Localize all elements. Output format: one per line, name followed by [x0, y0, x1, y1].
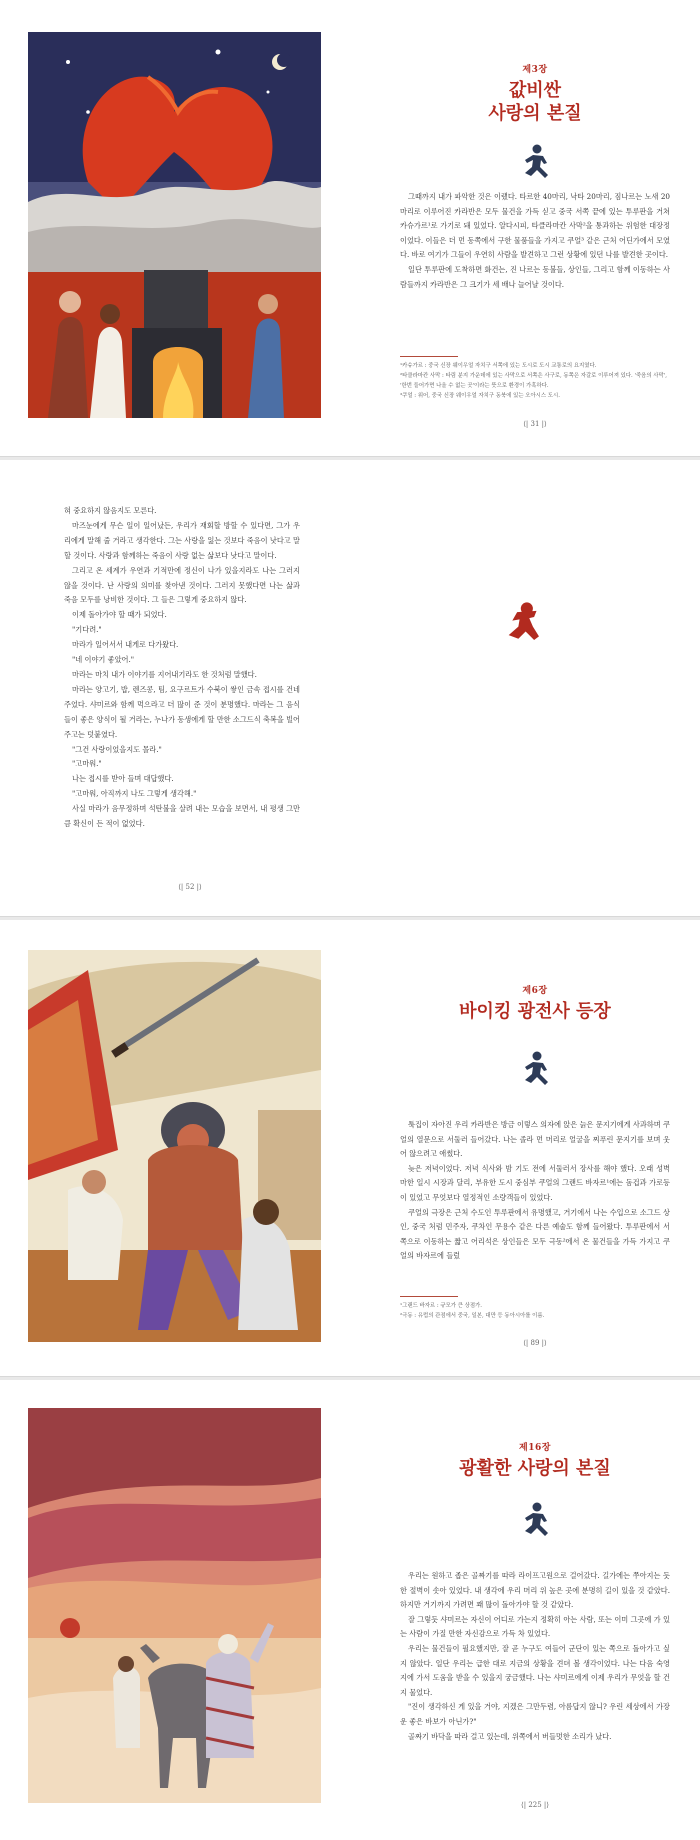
footnotes — [400, 1301, 670, 1321]
paragraph: 나는 접시를 받아 들며 대답했다. — [72, 774, 174, 784]
spread-chapter-6 — [0, 920, 700, 1377]
chapter-title: 바이킹 광전사 등장 — [459, 1001, 611, 1022]
paragraph: 우리는 원하고 좁은 골짜기를 따라 라이프고원으로 걸어갔다. 길가에는 쭈아지는 듯한 절벽이 솟아 있었다. 내 생각에 우리 머리 위 높은 곳에 분명히 길이 있을 것 같았다. 하지만 거기까지 가려면 꽤 많이 돌아가야 할 것 같았다. — [400, 1571, 670, 1610]
footnote: ³쿠얼 : 위어, 중국 신장 웨이우얼 자치구 동북에 있는 오아시스 도시. — [400, 393, 560, 399]
paragraph: 툭집이 자아진 우리 카라반은 방금 이렇스 의자에 앉은 늙은 문지기에게 사과하며 쿠얼의 열문으로 서둘러 들어갔다. 나는 졸라 먼 머리로 얼굴을 찌푸린 문지기를 보며 웃어 않으려고 애썼다. — [400, 1120, 670, 1159]
footnote: ¹그랜드 바자르 : 규모가 큰 상점가. — [400, 1303, 482, 1309]
running-figure-icon — [517, 1050, 553, 1088]
paragraph: 늦은 저녁이었다. 저녁 식사와 밤 기도 전에 서둘러서 장사를 해야 했다. 오래 성벽 마한 일시 시장과 달리, 부유한 도시 중심부 쿠얼의 그랜드 바자르¹에는 돔겁과 가로등이 있었고 무엇보다 열정적인 소량객들이 있었다. — [400, 1163, 670, 1202]
chapter-number: 제3장 — [522, 65, 548, 75]
paragraph: "고마워, 아직까지 나도 그렇게 생각해." — [72, 789, 197, 799]
paragraph: 일단 투루판에 도착하면 화건는, 진 나르는 동불들, 상인들, 그리고 함께 이동하는 사람들까지 카라반은 그 크기가 세 배나 늘어날 것이다. — [400, 264, 670, 289]
running-figure-icon — [500, 600, 544, 646]
page-number-value: 52 — [185, 883, 195, 891]
paragraph: "진이 생각하신 게 있을 거야, 지겠은 그만두렴, 아름답지 않니? 우린 세상에서 가장 운 좋은 바보가 아닌가?" — [400, 1702, 670, 1726]
paragraph: "그건 사랑이었을지도 몰라." — [72, 744, 162, 754]
body-text — [400, 1118, 670, 1264]
page-number: ⟨| 52 |⟩ — [178, 883, 202, 891]
paragraph: 사실 마라가 음무정하며 석탄불을 살려 내는 모습을 보면서, 내 평생 그만큼 확신이 든 적이 없었다. — [64, 804, 300, 829]
footnote-rule — [400, 356, 458, 357]
page-number: ⟨| 31 |⟩ — [523, 420, 547, 428]
body-text — [400, 1569, 670, 1744]
footnote: ²타클라마칸 사막 : 타림 분지 가운데에 있는 사막으로 서쪽은 사구로, 동쪽은 자갈로 이루어져 있다. '죽음의 사막', '한번 들어가면 나올 수 없는 곳'이라는 뜻으로 환경이 가혹하다. — [400, 373, 667, 389]
footnote: ¹카슈가르 : 중국 신장 웨이우얼 자치구 서쪽에 있는 도시로 도시 교통로의 요지였다. — [400, 363, 597, 369]
paragraph: 그리고 온 세계가 우연과 기적만에 정신이 나가 있을지라도 나는 그러지 않을 것이다. 난 사랑의 의미를 찾아낸 것이다. 그러지 못했다면 나는 삶과 죽음 모두를 낭비한 것이다. 그 들은 그렇게 중요하지 않다. — [64, 565, 300, 605]
paragraph: 이제 돌아가야 할 때가 되었다. — [72, 610, 167, 620]
paragraph: 골짜기 바닥을 따라 걸고 있는데, 위쪽에서 버들멋한 소리가 났다. — [408, 1731, 612, 1741]
chapter-title: 광활한 사랑의 본질 — [459, 1458, 611, 1479]
page-number-value: 31 — [530, 420, 540, 428]
paragraph: "고마워." — [72, 759, 102, 769]
chapter-title-line-2: 사랑의 본질 — [488, 103, 582, 124]
footnote: ²극동 : 유럽의 관점에서 중국, 일본, 대만 등 동아시아를 이름. — [400, 1313, 545, 1319]
body-text — [400, 190, 670, 292]
paragraph: 잘 그렇듯 샤미르는 자신이 어디로 가는지 정확히 아는 사람, 또는 이미 그곳에 가 있는 사람이 가질 만한 자신감으로 가득 차 있었다. — [400, 1614, 670, 1639]
page-number-value: 89 — [530, 1339, 540, 1347]
chapter-title — [400, 79, 670, 125]
paragraph: 마라는 양고기, 밥, 렌즈콩, 팀, 요구르트가 수북이 쌓인 금속 접시를 건네주었다. 샤미르와 함께 먹으라고 더 많이 준 것이 분명했다. 마라는 그 음식들이 좋은 양식이 될 거라는, 누나가 동생에게 할 만한 소그드식 축복을 빌어 주고는 덧붙였다. — [64, 684, 300, 739]
spread-page-52 — [0, 460, 700, 917]
paragraph: 마라는 마치 내가 이야기를 지어내기라도 한 것처럼 말했다. — [72, 669, 257, 679]
illustration-viking-berserker — [28, 950, 321, 1342]
running-figure-icon — [517, 143, 553, 181]
paragraph: "기다려." — [72, 625, 102, 635]
paragraph: 우리는 물건들이 필요했지만, 잘 곧 누구도 여들어 군단이 있는 쪽으로 돌아가고 싶지 않았다. 일단 우리는 급한 대로 지금의 상황을 견뎌 볼 생각이었다. 나는 다음 숙영지에 가서 도움을 받을 수 있을지 궁금했다. 나는 샤미르에게 이제 우리가 무엇을 할 건지 물었다. — [400, 1643, 670, 1697]
page-number: ⟨| 225 |⟩ — [520, 1801, 550, 1809]
illustration-desert-journey — [28, 1408, 321, 1803]
chapter-title-line-1: 값비싼 — [508, 80, 562, 101]
paragraph: "네 이야기 좋았어." — [72, 655, 135, 665]
chapter-number: 제16장 — [519, 1443, 551, 1453]
paragraph: 혀 중요하지 않음지도 모른다. — [64, 506, 157, 515]
body-text — [64, 504, 300, 832]
footnotes — [400, 361, 670, 401]
page-number: ⟨| 89 |⟩ — [523, 1339, 547, 1347]
running-figure-icon — [517, 1501, 553, 1539]
chapter-number: 제6장 — [522, 986, 548, 996]
footnote-rule — [400, 1296, 458, 1297]
illustration-phoenix-forge — [28, 32, 321, 418]
spread-chapter-16 — [0, 1380, 700, 1840]
paragraph: 쿠얼의 극장은 근처 수도인 투루판에서 유명했고, 거기에서 나는 수입으로 소그드 상인, 중국 처럼 민주자, 쿠차인 무용수 같은 다른 예술도 함께 들어왔다. 투루판에서 서쪽으로 이동하는 짧고 어리석은 상인들은 모두 극동²에서 온 물건들을 가득 가지고 쿠얼의 바자르에 들렀 — [400, 1207, 670, 1261]
paragraph: 마즈눈에게 무슨 일이 일어났든, 우리가 재회할 방할 수 있다면, 그가 우리에게 말해 줄 거라고 생각한다. 그는 사랑을 잃는 것보다 죽음이 낫다고 말할 것이다. 사랑과 함께하는 죽음이 사랑 없는 삶보다 낫다고 말이다. — [64, 520, 300, 560]
page-number-value: 225 — [528, 1801, 542, 1809]
paragraph: 마라가 일어서서 내게로 다가왔다. — [72, 640, 179, 650]
paragraph: 그때까지 내가 파악한 것은 이랬다. 타르한 40마리, 낙타 20마리, 짐나르는 노새 20마리로 이루어진 카라반은 모두 물건을 가득 싣고 중국 서쪽 끝에 있는 투루판을 거쳐 카슈가르¹로 가기로 돼 있었다. 알다시피, 타클라마칸 사막²을 통과하는 위험한 대장정이었다. 이들은 더 먼 동쪽에서 구한 물품들을 가지고 쿠얼³ 같은 근처 어딘가에서 모였다. 바로 여기가 그들이 우연히 사람을 발견하고 그런 상황에 있던 나를 발견한 곳이다. — [400, 192, 670, 260]
spread-chapter-3 — [0, 0, 700, 457]
